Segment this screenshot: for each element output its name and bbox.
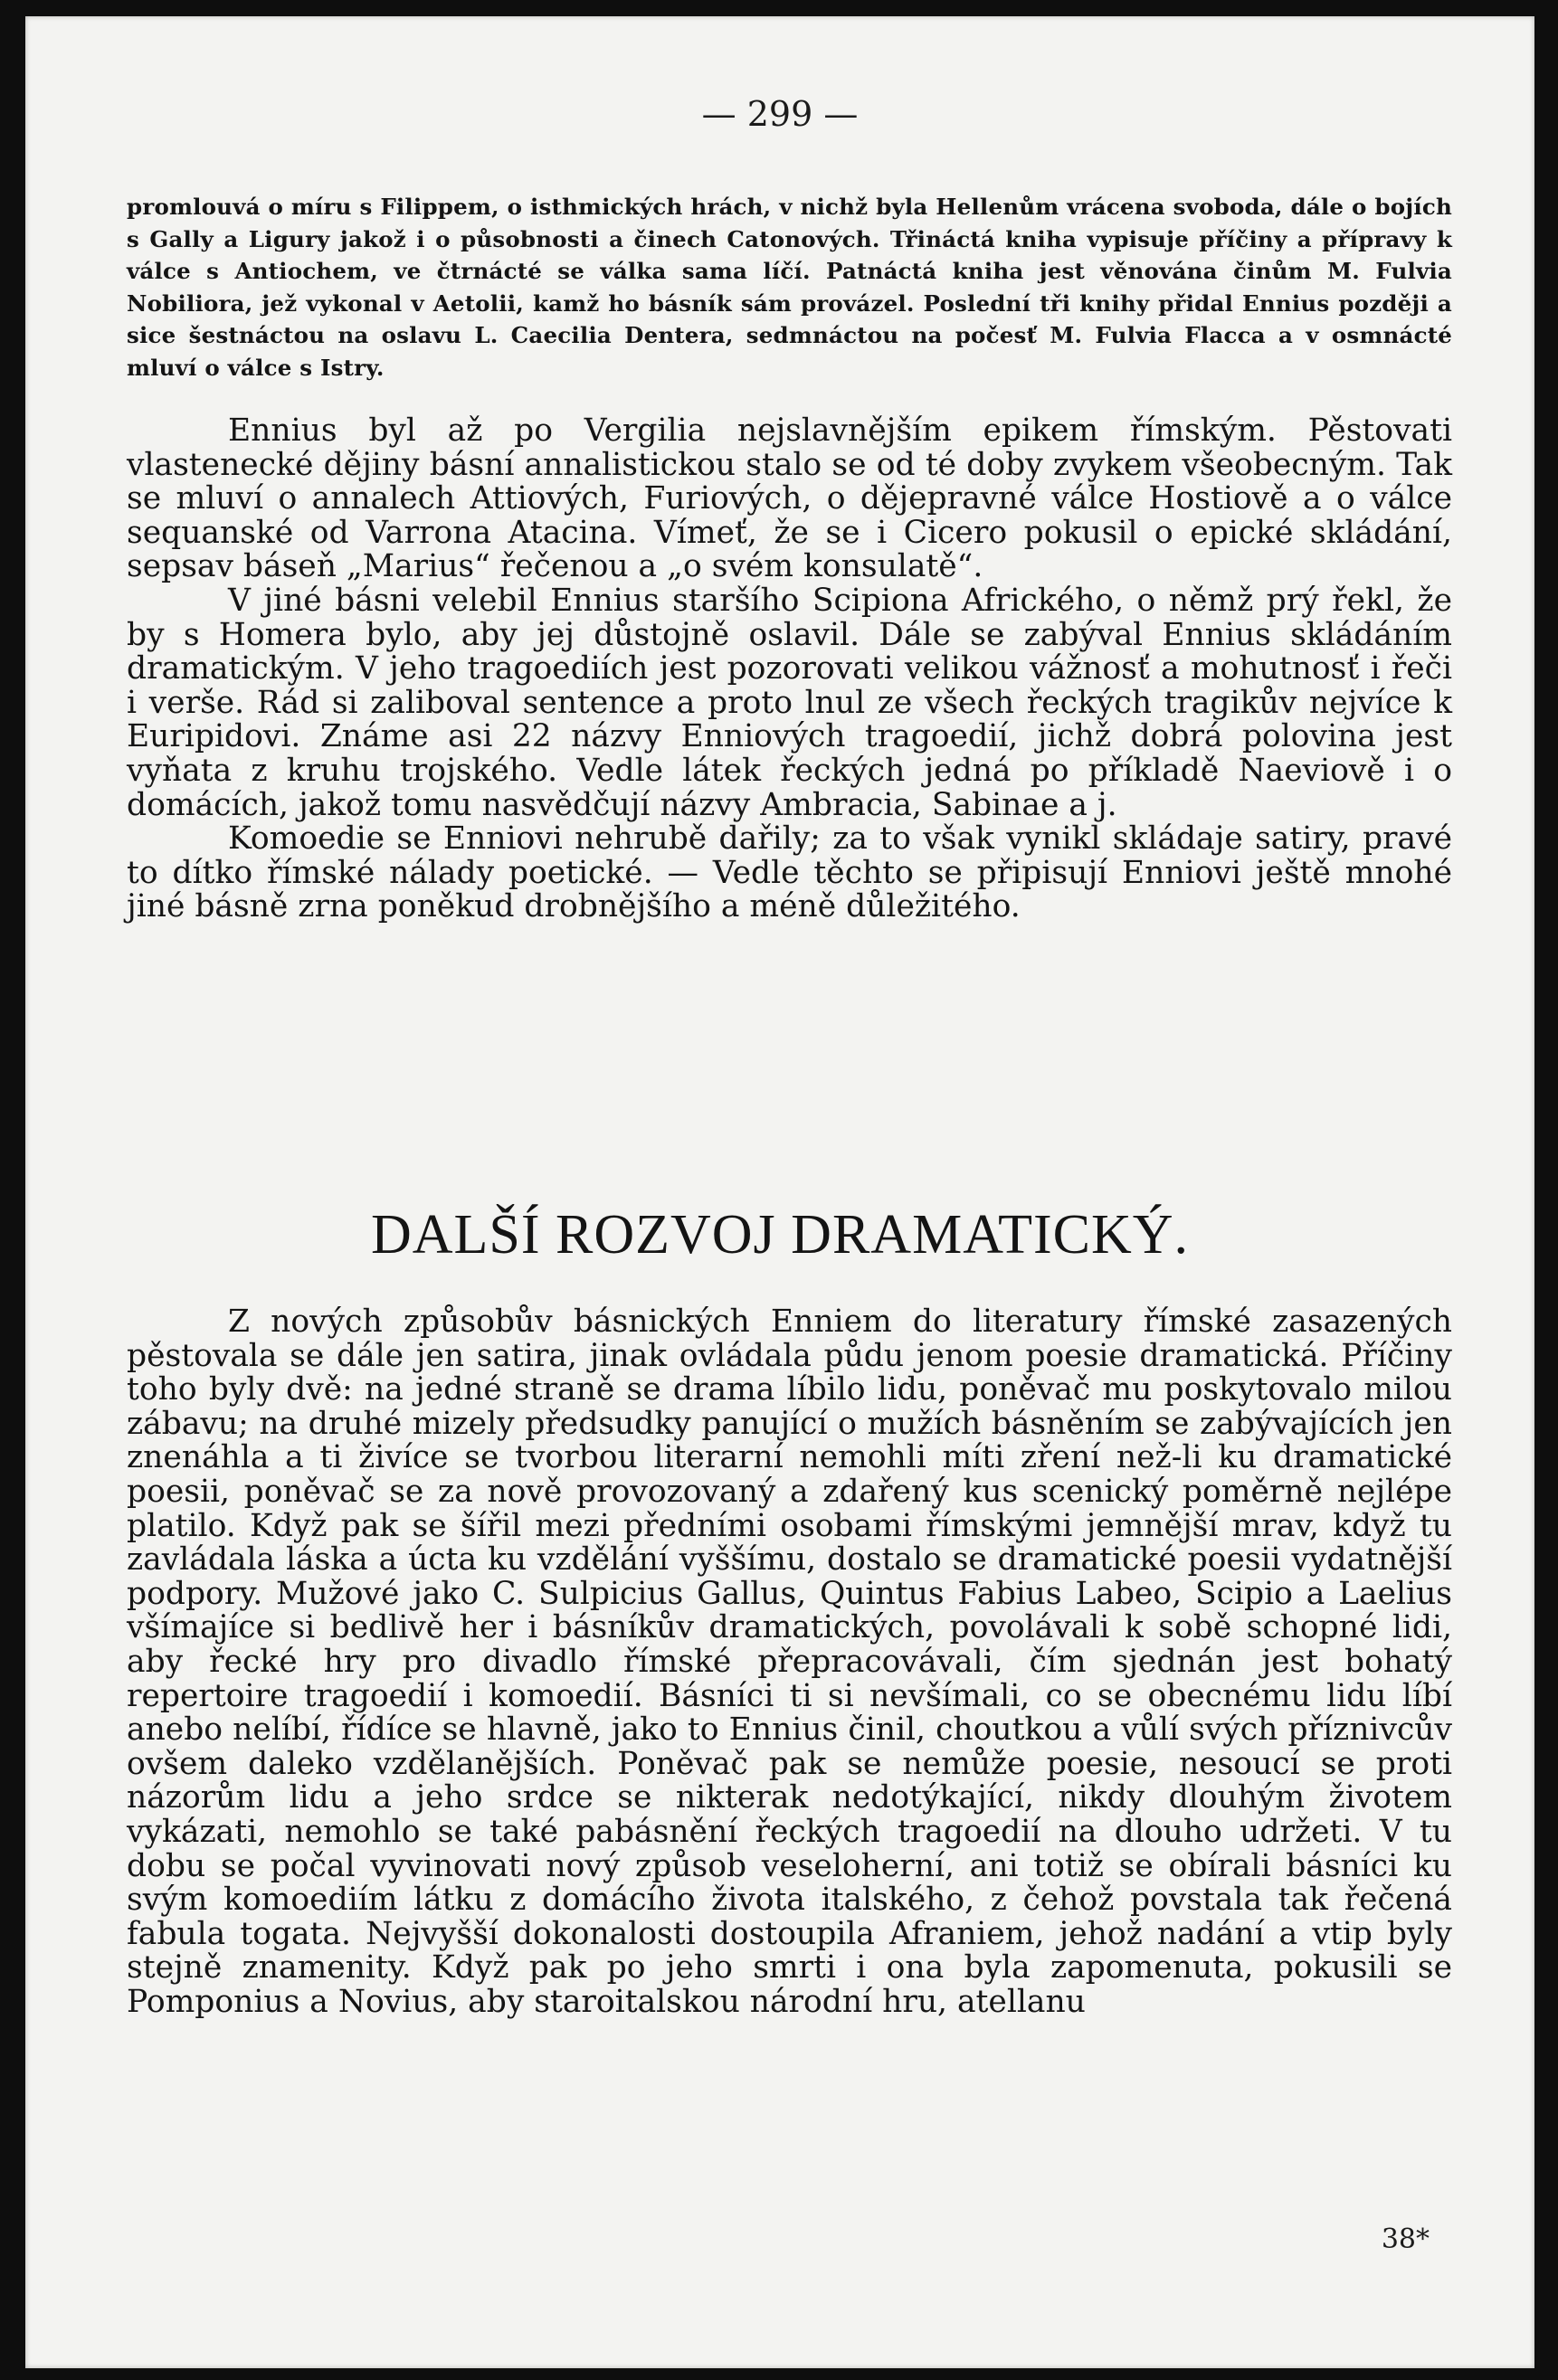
body-section-after — [127, 1305, 1452, 2019]
signature-mark: 38* — [1381, 2224, 1430, 2255]
section-heading: DALŠÍ ROZVOJ DRAMATICKÝ. — [370, 1204, 1190, 1266]
book-page — [25, 16, 1534, 2368]
paragraph: V jiné básni velebil Ennius staršího Scipiona Afrického, o němž prý řekl, že by s Homera bylo, aby jej důstojně oslavil. Dále se zabýval Ennius skládáním dramatickým. V jeho tragoediích jest pozorovati velikou vážnosť a mohutnosť i řeči i verše. Rád si zaliboval sentence a proto lnul ze všech řeckých tragikův nejvíce k Euripidovi. Známe asi 22 názvy Enniových tragoedií, jichž dobrá polovina jest vyňata z kruhu trojského. Vedle látek řeckých jedná po příkladě Naeviově i o domácích, jakož tomu nasvědčují názvy Ambracia, Sabinae a j. — [127, 582, 1452, 823]
paragraph: Komoedie se Enniovi nehrubě dařily; za to však vynikl skládaje satiry, pravé to dítko římské nálady poetické. — Vedle těchto se připisují Enniovi ještě mnohé jiné básně zrna poněkud drobnějšího a méně důležitého. — [127, 820, 1452, 925]
page-number: — 299 — — [701, 94, 859, 134]
paragraph: Ennius byl až po Vergilia nejslavnějším epikem římským. Pěstovati vlastenecké dějiny básní annalistickou stalo se od té doby zvykem všeobecným. Tak se mluví o annalech Attiových, Furiových, o dějepravné válce Hostiově a o válce sequanské od Varrona Atacina. Vímeť, že se i Cicero pokusil o epické skládání, sepsav báseň „Marius“ řečenou a „o svém konsulatě“. — [127, 412, 1452, 585]
body-section-before — [127, 414, 1452, 925]
paragraph: Z nových způsobův básnických Enniem do literatury římské zasazených pěstovala se dále jen satira, jinak ovládala půdu jenom poesie dramatická. Příčiny toho byly dvě: na jedné straně se drama líbilo lidu, poněvač mu poskytovalo milou zábavu; na druhé mizely předsudky panující o mužích básněním se zabývajících jen znenáhla a ti živíce se tvorbou literarní nemohli míti zření než-li ku dramatické poesii, poněvač se za nově provozovaný a zdařený kus scenický poměrně nejlépe platilo. Když pak se šířil mezi předními osobami římskými jemnější mrav, když tu zavládala láska a úcta ku vzdělání vyššímu, dostalo se dramatické poesii vydatnější podpory. Mužové jako C. Sulpicius Gallus, Quintus Fabius Labeo, Scipio a Laelius všímajíce si bedlivě her i básníkův dramatických, povolávali k sobě schopné lidi, aby řecké hry pro divadlo římské přepracovávali, čím sjednán jest bohatý repertoire tragoedií i komoedií. Básníci ti si nevšímali, co se obecnému lidu líbí anebo nelíbí, řídíce se hlavně, jako to Ennius činil, choutkou a vůlí svých příznivcův ovšem daleko vzdělanějších. Poněvač pak se nemůže poesie, nesoucí se proti názorům lidu a jeho srdce se nikterak nedotýkající, nikdy dlouhým životem vykázati, nemohlo se také pabásnění řeckých tragoedií na dlouho udržeti. V tu dobu se počal vyvinovati nový způsob veseloherní, ani totiž se obírali básníci ku svým komoediím látku z domácího života italského, z čehož povstala tak řečená fabula togata. Nejvyšší dokonalosti dostoupila Afraniem, jehož nadání a vtip byly stejně znamenity. Když pak po jeho smrti i ona byla zapomenuta, pokusili se Pomponius a Novius, aby staroitalskou národní hru, atellanu — [127, 1304, 1452, 2020]
footnote-summary: promlouvá o míru s Filippem, o isthmických hrách, v nichž byla Hellenům vrácena svoboda, dále o bojích s Gally a Ligury jakož i o působnosti a činech Catonových. Třináctá kniha vypisuje příčiny a přípravy k válce s Antiochem, ve čtrnácté se válka sama líčí. Patnáctá kniha jest věnována činům M. Fulvia Nobiliora, jež vykonal v Aetolii, kamž ho básník sám provázel. Poslední tři knihy přidal Ennius později a sice šestnáctou na oslavu L. Caecilia Dentera, sedmnáctou na počesť M. Fulvia Flacca a v osmnácté mluví o válce s Istry. — [127, 194, 1452, 381]
